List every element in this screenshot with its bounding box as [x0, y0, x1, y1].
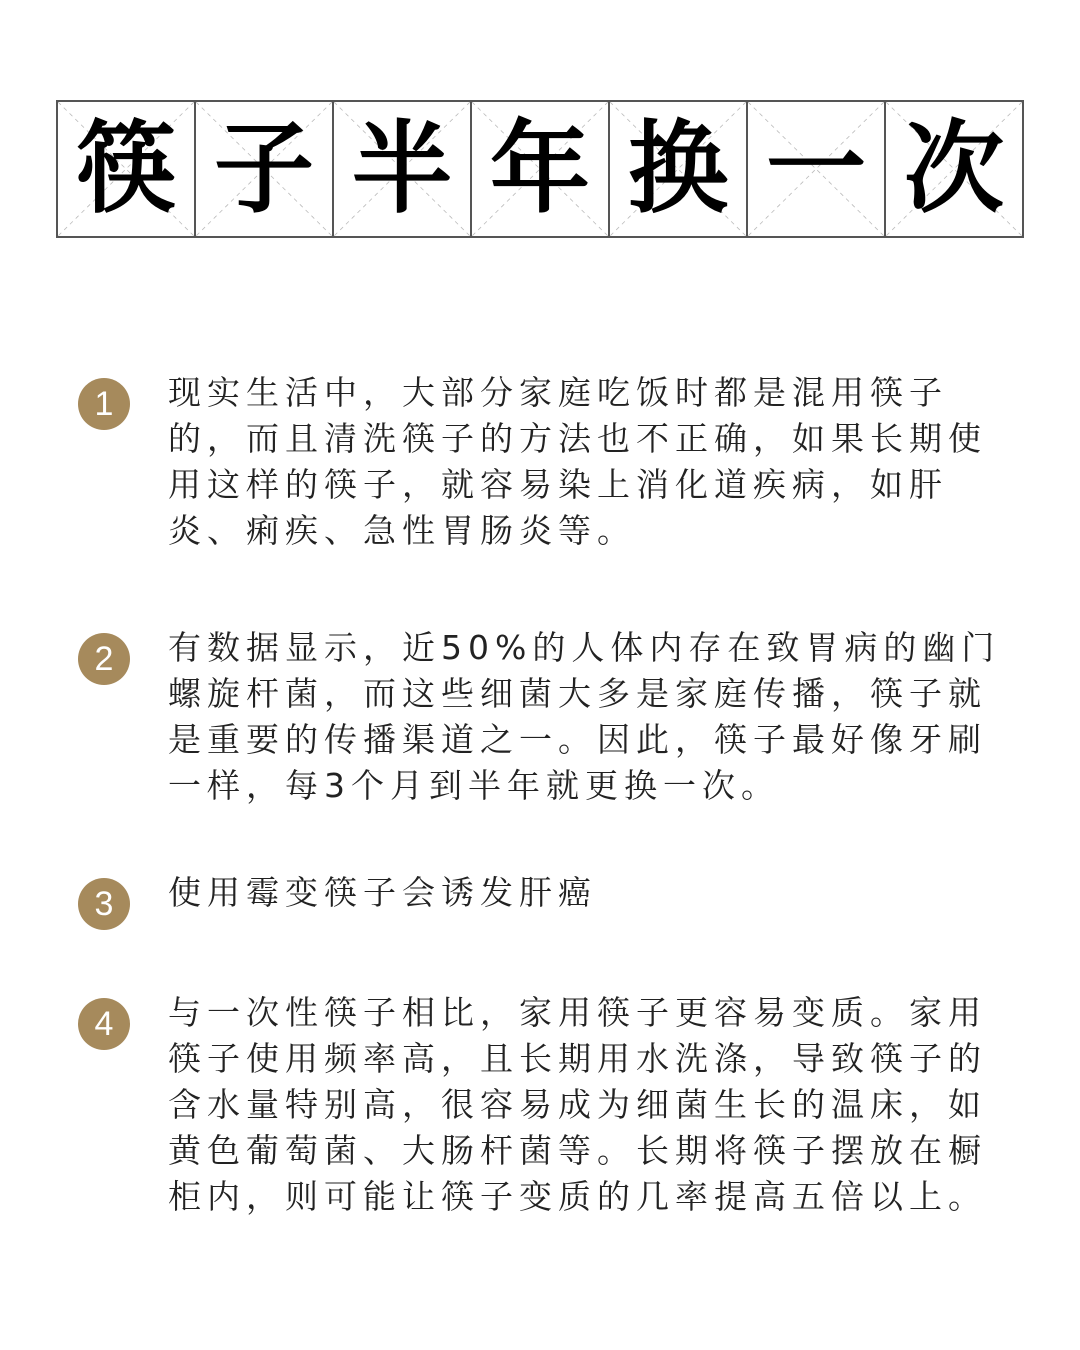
title-char: 次 — [904, 110, 1004, 227]
title-cell — [886, 102, 1022, 236]
title-cell — [196, 102, 334, 236]
title-grid — [56, 100, 1024, 238]
item-text: 使用霉变筷子会诱发肝癌 — [168, 873, 597, 912]
number-badge: 4 — [78, 998, 130, 1050]
item-text: 现实生活中，大部分家庭吃饭时都是混用筷子的，而且清洗筷子的方法也不正确，如果长期使用这样的筷子，就容易染上消化道疾病，如肝炎、痢疾、急性胃肠炎等。 — [168, 373, 987, 550]
title-cell — [748, 102, 886, 236]
number-badge: 2 — [78, 633, 130, 685]
title-char: 年 — [490, 110, 590, 227]
title-char: 换 — [628, 110, 728, 227]
number-badge: 1 — [78, 378, 130, 430]
title-char: 半 — [352, 110, 452, 227]
title-cell — [610, 102, 748, 236]
item-text: 与一次性筷子相比，家用筷子更容易变质。家用筷子使用频率高，且长期用水洗涤，导致筷子的含水量特别高，很容易成为细菌生长的温床，如黄色葡萄菌、大肠杆菌等。长期将筷子摆放在橱柜内，则可能让筷子变质的几率提高五倍以上。 — [168, 993, 987, 1216]
title-cell — [472, 102, 610, 236]
title-char: 筷 — [76, 110, 176, 227]
title-char: 子 — [214, 110, 314, 227]
title-cell — [58, 102, 196, 236]
item-text: 有数据显示，近50%的人体内存在致胃病的幽门螺旋杆菌，而这些细菌大多是家庭传播，筷子就是重要的传播渠道之一。因此，筷子最好像牙刷一样，每3个月到半年就更换一次。 — [168, 628, 1001, 805]
number-badge: 3 — [78, 878, 130, 930]
title-char: 一 — [766, 110, 866, 227]
title-cell — [334, 102, 472, 236]
